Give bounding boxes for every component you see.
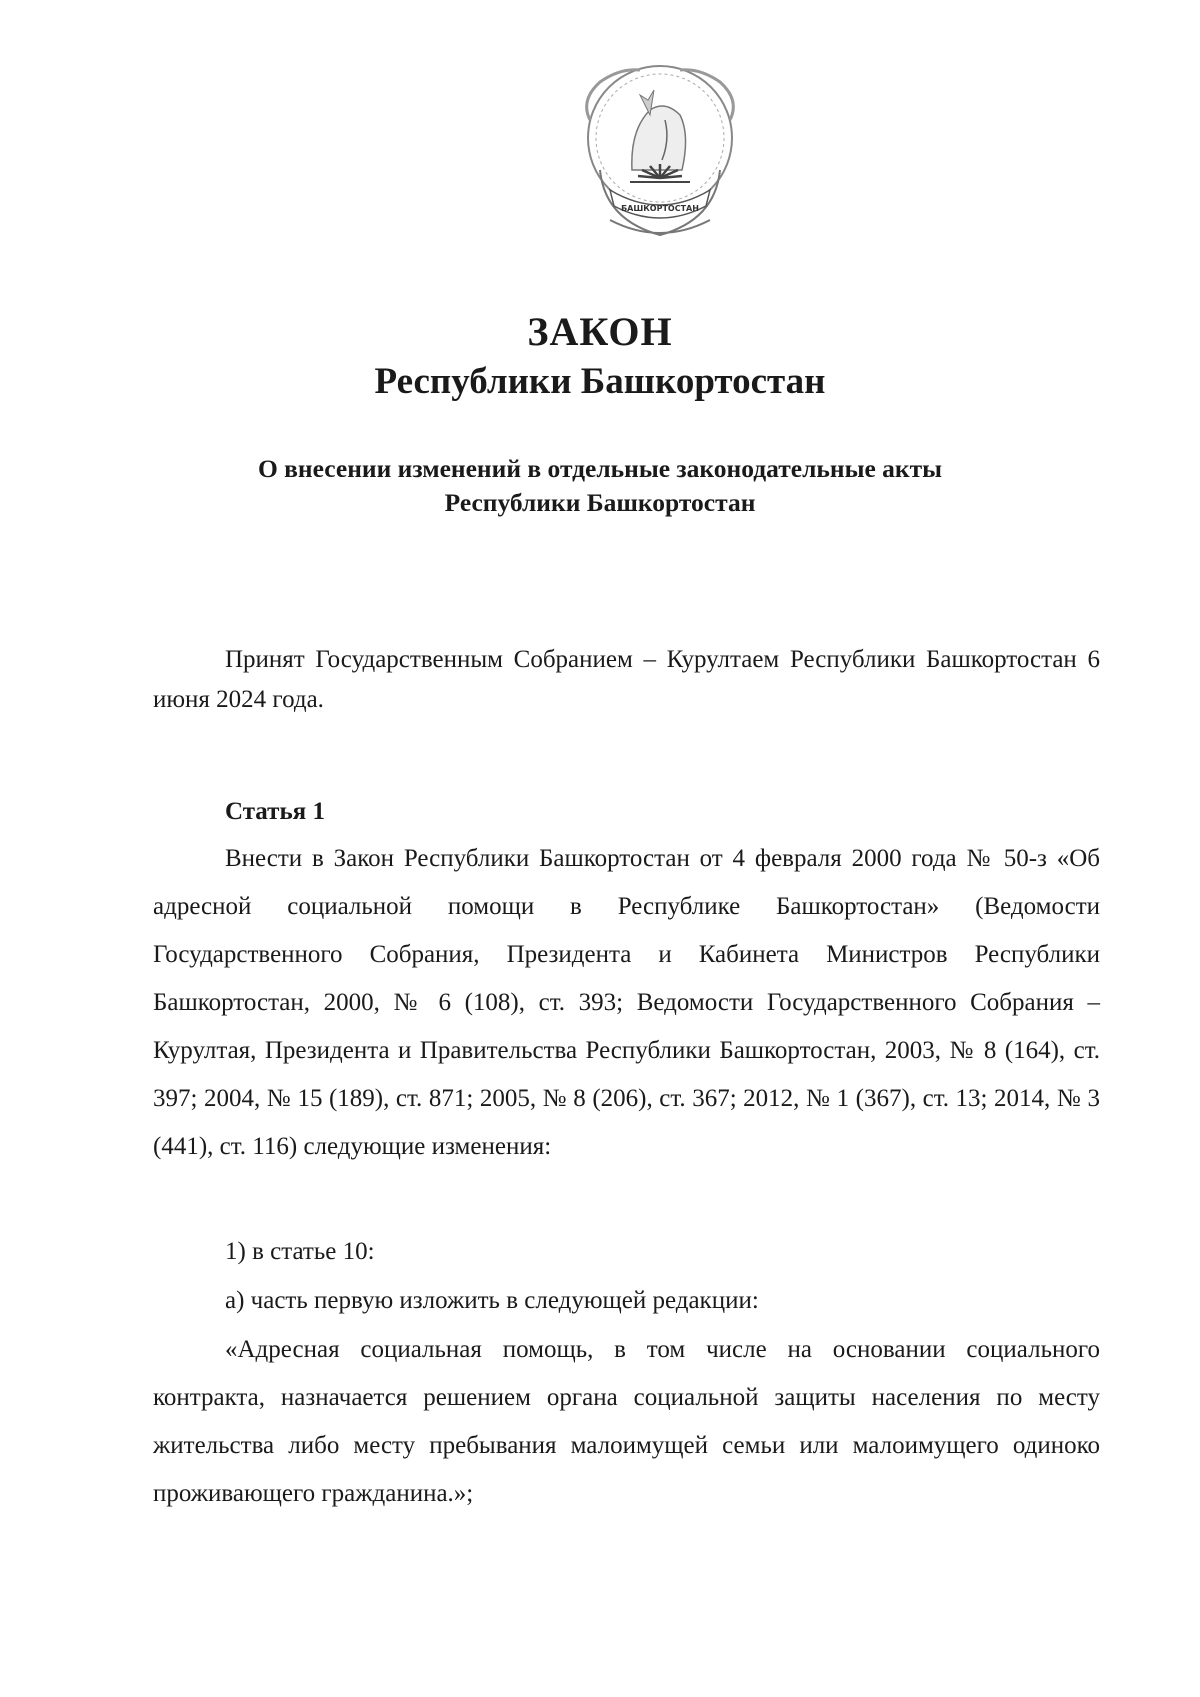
article-title: Статья 1 xyxy=(225,798,325,825)
quoted-amendment-paragraph: «Адресная социальная помощь, в том числе на основании социального контракта, назначается решением органа социальной защиты населения по месту жительства либо месту пребывания малоимущей семьи или малоимущего одиноко проживающего гражданина.»; xyxy=(153,1336,1100,1507)
article-item-1a: а) часть первую изложить в следующей редакции: xyxy=(225,1287,759,1314)
law-heading-line-2: Республики Башкортостан xyxy=(444,488,756,517)
document-title: ЗАКОН xyxy=(527,309,673,354)
bashkortostan-emblem-icon xyxy=(570,60,750,250)
document-subtitle: Республики Башкортостан xyxy=(374,361,826,402)
article-item-1: 1) в статье 10: xyxy=(225,1238,375,1265)
article-intro-paragraph: Внести в Закон Республики Башкортостан от 4 февраля 2000 года № 50-з «Об адресной социальной помощи в Республике Башкортостан» (Ведомости Государственного Собрания, Президента и Кабинета Министров Республики Башкортостан, 2000, № 6 (108), ст. 393; Ведомости Государственного Собрания – Курултая, Президента и Правительства Республики Башкортостан, 2003, № 8 (164), ст. 397; 2004, № 15 (189), ст. 871; 2005, № 8 (206), ст. 367; 2012, № 1 (367), ст. 13; 2014, № 3 (441), ст. 116) следующие изменения: xyxy=(153,845,1100,1160)
svg-text:БАШКОРТОСТАН: БАШКОРТОСТАН xyxy=(621,204,699,213)
law-heading-line-1: О внесении изменений в отдельные законодательные акты xyxy=(257,454,943,483)
adoption-statement: Принят Государственным Собранием – Курултаем Республики Башкортостан 6 июня 2024 года. xyxy=(153,646,1100,713)
